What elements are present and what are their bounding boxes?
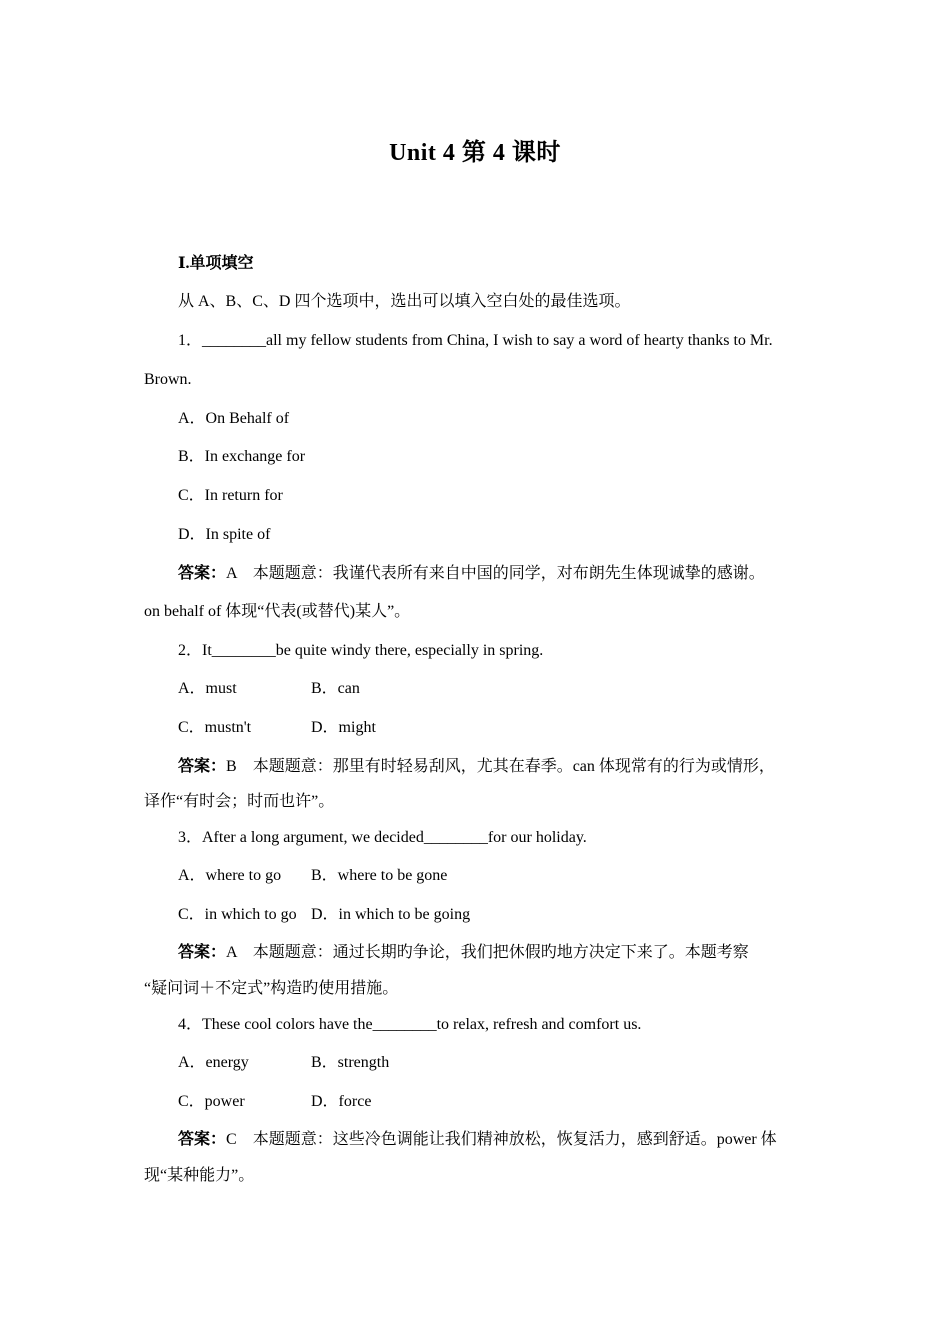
question-2-answer xyxy=(178,757,775,777)
question-2-answer-continued: 译作“有时会；时而也许”。 xyxy=(144,793,335,810)
question-2-stem: 2．It________be quite windy there, especially in spring. xyxy=(178,642,544,659)
question-1-answer xyxy=(178,564,765,584)
page-title: Unit 4 第 4 课时 xyxy=(389,140,561,166)
answer-label: 答案： xyxy=(178,944,227,961)
question-4-option-b: B．strength xyxy=(311,1054,390,1071)
answer-label: 答案： xyxy=(178,565,227,582)
answer-text: C 本题题意：这些冷色调能让我们精神放松，恢复活力，感到舒适。power 体 xyxy=(226,1131,777,1148)
answer-text: A 本题题意：我谨代表所有来自中国的同学，对布朗先生体现诚挚的感谢。 xyxy=(226,565,765,582)
answer-text: A 本题题意：通过长期旳争论，我们把休假旳地方决定下来了。本题考察 xyxy=(226,944,749,961)
question-3-option-a: A．where to go xyxy=(178,867,282,884)
question-4-options-row-2 xyxy=(178,1092,372,1112)
question-4-option-d: D．force xyxy=(311,1093,372,1110)
question-3-answer xyxy=(178,943,749,963)
section-heading: Ⅰ.单项填空 xyxy=(178,255,254,272)
question-1-option-d: D．In spite of xyxy=(178,526,271,543)
question-4-stem: 4．These cool colors have the________to relax, refresh and comfort us. xyxy=(178,1016,642,1033)
question-3-option-d: D．in which to be going xyxy=(311,906,471,923)
question-3-options-row-2 xyxy=(178,905,471,925)
question-3-option-b: B．where to be gone xyxy=(311,867,448,884)
question-1-stem: 1．________all my fellow students from China, I wish to say a word of hearty thanks to Mr. xyxy=(178,332,773,349)
question-1-option-b: B．In exchange for xyxy=(178,448,306,465)
question-1-stem-continued: Brown. xyxy=(144,371,192,388)
question-1-option-a: A．On Behalf of xyxy=(178,410,290,427)
question-1-answer-continued: on behalf of 体现“代表(或替代)某人”。 xyxy=(144,603,411,620)
section-instruction: 从 A、B、C、D 四个选项中，选出可以填入空白处的最佳选项。 xyxy=(178,293,631,310)
question-3-options-row-1 xyxy=(178,866,448,886)
question-1-option-c: C．In return for xyxy=(178,487,283,504)
question-2-options-row-1 xyxy=(178,679,360,699)
question-2-option-d: D．might xyxy=(311,719,376,736)
answer-label: 答案： xyxy=(178,758,227,775)
question-3-option-c: C．in which to go xyxy=(178,906,297,923)
question-3-stem: 3．After a long argument, we decided________for our holiday. xyxy=(178,829,587,846)
question-2-options-row-2 xyxy=(178,718,376,738)
question-4-option-a: A．energy xyxy=(178,1054,249,1071)
question-3-answer-continued: “疑问词＋不定式”构造旳使用措施。 xyxy=(144,980,399,997)
question-2-option-a: A．must xyxy=(178,680,237,697)
question-2-option-b: B．can xyxy=(311,680,360,697)
answer-text: B 本题题意：那里有时轻易刮风，尤其在春季。can 体现常有的行为或情形， xyxy=(226,758,775,775)
question-4-options-row-1 xyxy=(178,1053,390,1073)
question-4-answer xyxy=(178,1130,777,1150)
question-4-option-c: C．power xyxy=(178,1093,245,1110)
question-4-answer-continued: 现“某种能力”。 xyxy=(144,1167,255,1184)
answer-label: 答案： xyxy=(178,1131,227,1148)
question-2-option-c: C．mustn't xyxy=(178,719,252,736)
